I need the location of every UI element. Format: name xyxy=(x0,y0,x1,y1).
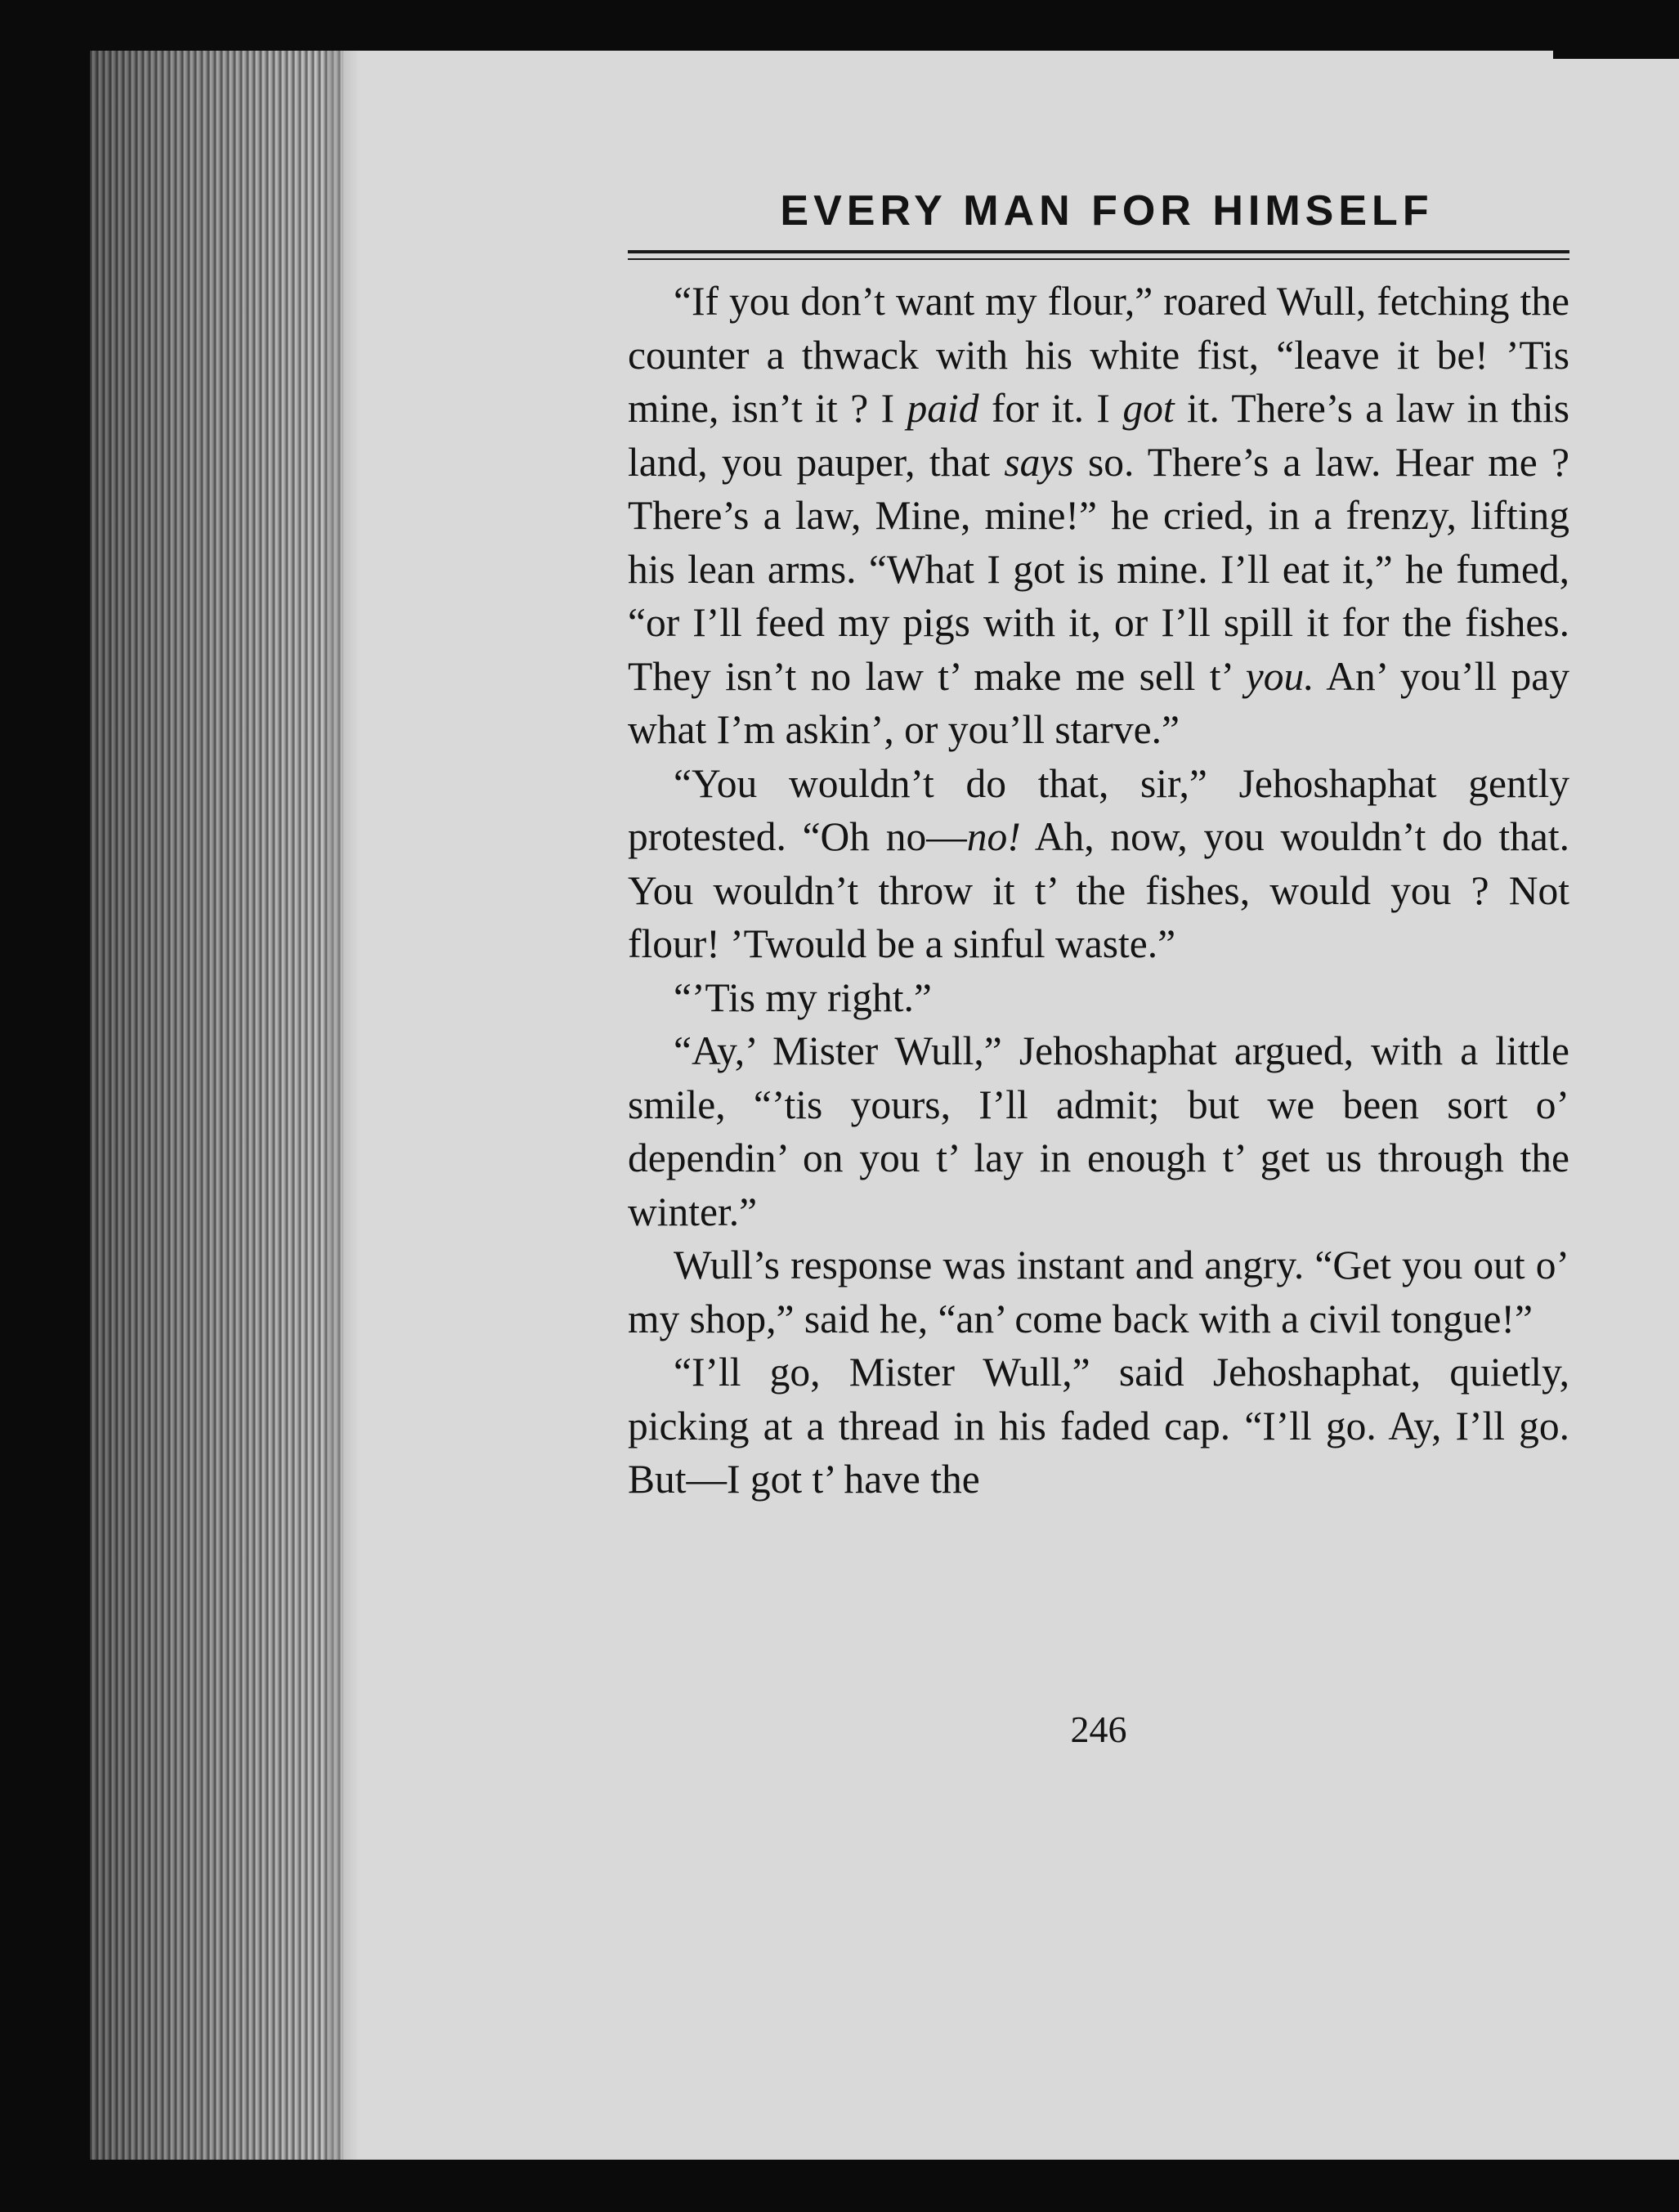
italic-text: paid xyxy=(907,386,979,431)
text-segment: “’Tis my right.” xyxy=(674,974,932,1020)
italic-text: no! xyxy=(966,814,1021,859)
paragraph xyxy=(628,275,1569,757)
text-segment: Ah, now, you wouldn’t do that. You wouldn’t throw it t’ the fishes, would you ? Not flour! ’Twould be a sinful waste.” xyxy=(628,814,1569,966)
paragraph xyxy=(628,971,1569,1025)
text-segment: “If you don’t want my flour,” roared Wull, fetching the counter a thwack with his white fist, “leave it be! ’Tis mine, isn’t it ? I xyxy=(628,279,1569,431)
text-segment: it. There’s a law in this land, you pauper, that xyxy=(628,386,1569,485)
paragraph xyxy=(628,1024,1569,1238)
text-segment: “I’ll go, Mister Wull,” said Jehoshaphat, quietly, picking at a thread in his faded cap. “I’ll go. Ay, I’ll go. But—I got t’ have the xyxy=(628,1350,1569,1502)
italic-text: you. xyxy=(1245,653,1314,699)
text-segment: for it. I xyxy=(978,386,1123,431)
header-rule-thick xyxy=(628,250,1569,253)
text-segment: An’ you’ll pay what I’m askin’, or you’ll starve.” xyxy=(628,653,1569,752)
header-rule-thin xyxy=(628,258,1569,260)
paragraph xyxy=(628,1346,1569,1507)
text-segment: “Ay,’ Mister Wull,” Jehoshaphat argued, with a little smile, “’tis yours, I’ll admit; but we been sort o’ dependin’ on you t’ lay in enough t’ get us through the winter.” xyxy=(628,1028,1569,1234)
running-head: EVERY MAN FOR HIMSELF xyxy=(780,187,1434,235)
text-segment: Wull’s response was instant and angry. “Get you out o’ my shop,” said he, “an’ come back with a civil tongue!” xyxy=(628,1243,1569,1341)
text-segment: “You wouldn’t do that, sir,” Jehoshaphat gently protested. “Oh no— xyxy=(628,760,1569,859)
body-text xyxy=(628,275,1569,1507)
page-number: 246 xyxy=(1070,1708,1127,1750)
paragraph xyxy=(628,757,1569,971)
text-segment: so. There’s a law. Hear me ? There’s a law, Mine, mine!” he cried, in a frenzy, lifting his lean arms. “What I got is mine. I’ll eat it,” he fumed, “or I’ll feed my pigs with it, or I’ll spill it for the fishes. They isn’t no law t’ make me sell t’ xyxy=(628,439,1569,699)
paragraph xyxy=(628,1238,1569,1346)
page-gutter-shadow xyxy=(327,51,360,2160)
text-block xyxy=(628,186,1569,1750)
italic-text: got xyxy=(1122,386,1175,431)
italic-text: says xyxy=(1004,439,1074,485)
stacked-page-edges xyxy=(90,51,343,2160)
scan-border xyxy=(1553,51,1679,59)
